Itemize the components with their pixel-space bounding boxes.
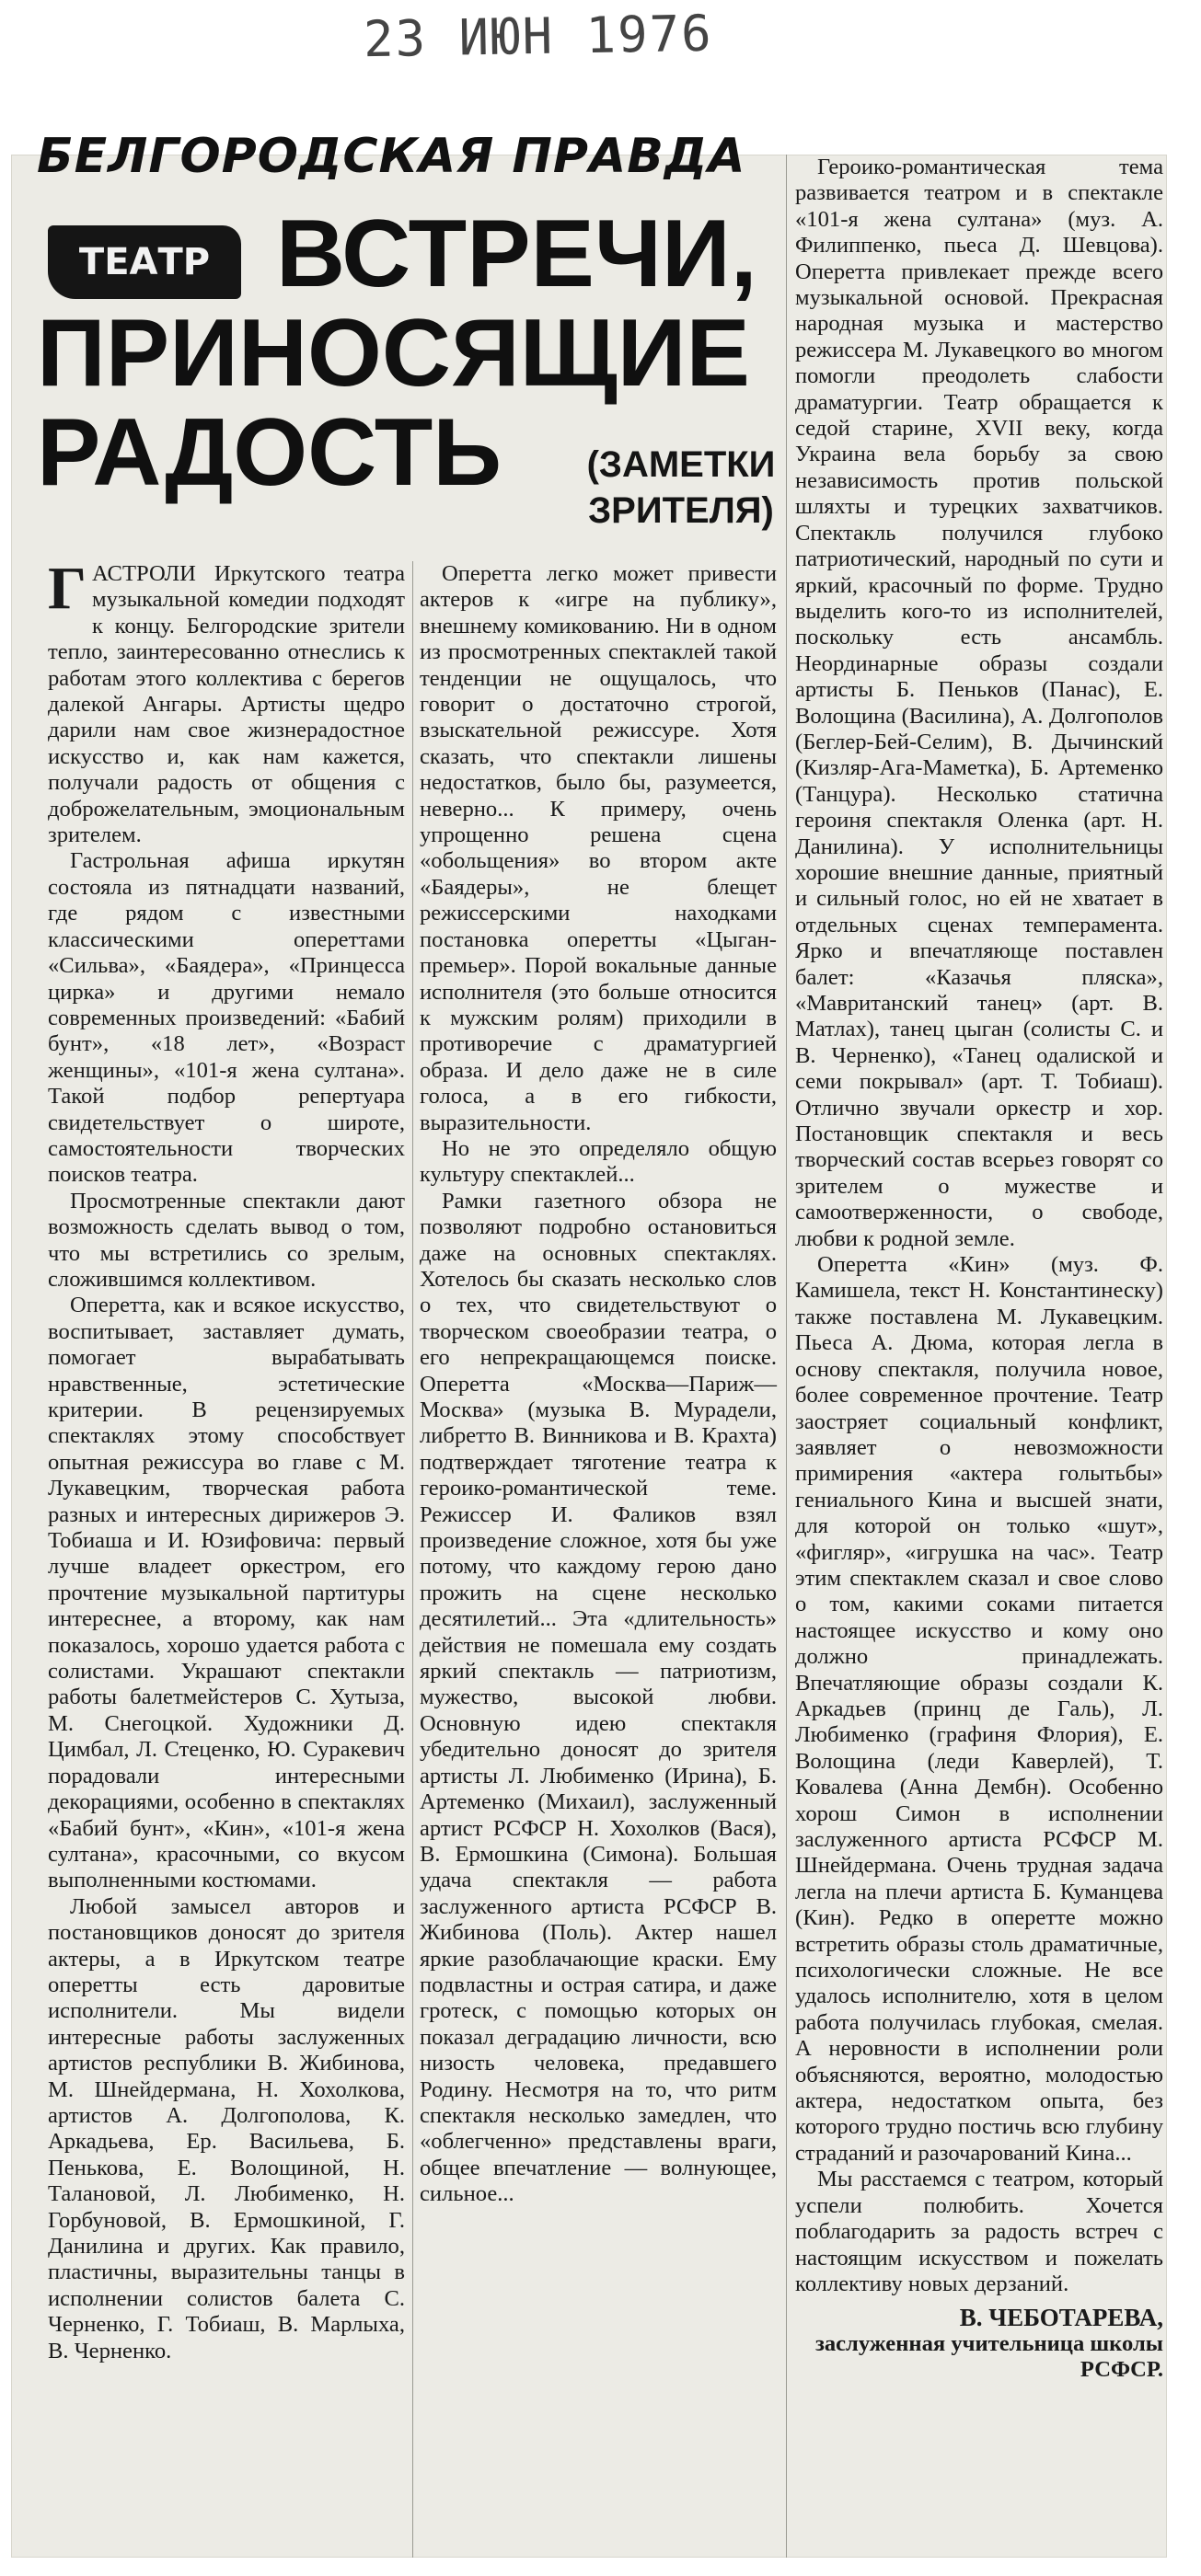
paragraph: Оперетта «Кин» (муз. Ф. Камишела, текст Н. Константинеску) также поставлена М. Лукавецким. Пьеса А. Дюма, которая легла в основу спектакля, получила новое, более современное прочтение. Театр заостряет социальный конфликт, заявляет о невозможности примирения «актера голытьбы» гениального Кина и высшей знати, для которой он только «шут», «фигляр», «игрушка на час». Театр этим спектаклем сказал и свое слово о том, какими соками питается настоящее искусство и кому оно должно принадлежать. Впечатляющие образы создали К. Аркадьев (принц де Галь), Л. Любименко (графиня Флория), Е. Волощина (леди Каверлей), Т. Ковалева (Анна Дембн). Особенно хорош Симон в исполнении заслуженного артиста РСФСР М. Шнейдермана. Очень трудная задача легла на плечи артиста Б. Куманцева (Кин). Редко в оперетте можно встретить образы столь драматичные, психологически сложные. Не все удалось исполнителю, хотя в целом работа получилась глубокая, смелая. А неровности в исполнении роли объясняются, вероятно, молодостью актера, недостатком опыта, без которого трудно постичь всю глубину страданий и разочарований Кина... <box>795 1252 1163 2166</box>
author-name: В. ЧЕБОТАРЕВА, <box>959 2304 1163 2332</box>
lead-paragraph <box>48 555 405 848</box>
drop-cap: Г <box>48 555 87 622</box>
lead-text: АСТРОЛИ Иркутского театра музыкальной комедии подходят к концу. Белгородские зрители тепло, заинтересованно отнеслись к работам этого коллектива с берегов далекой Ангары. Артисты щедро дарили нам свое жизнерадостное искусство и, как нам кажется, получали радость от общения с доброжелательным, эмоциональным зрителем. <box>48 561 405 848</box>
column-rule <box>786 155 787 2558</box>
column-2 <box>420 561 777 2208</box>
paragraph: Любой замысел авторов и постановщиков доносят до зрителя актеры, а в Иркутском театре оперетты есть даровитые исполнители. Мы видели интересные работы заслуженных артистов республики В. Жибинова, М. Шнейдермана, Н. Хохолкова, артистов А. Долгополова, К. Аркадьева, Ер. Васильева, Б. Пенькова, Е. Волощиной, Н. Талановой, Л. Любименко, Н. Горбуновой, В. Ермошкиной, Г. Данилина и других. Как правило, пластичны, выразительны танцы в исполнении солистов балета С. Черненко, Г. Тобиаш, В. Марлыха, В. Черненко. <box>48 1893 405 2363</box>
column-rule <box>412 561 413 2558</box>
date-stamp: 23 ИЮН 1976 <box>363 4 714 69</box>
paragraph: Просмотренные спектакли дают возможность сделать вывод о том, что мы встретились со зрелым, сложившимся коллективом. <box>48 1188 405 1292</box>
title-line-2: ПРИНОСЯЩИЕ <box>37 300 750 407</box>
paragraph: Рамки газетного обзора не позволяют подробно остановиться даже на основных спектаклях. Хотелось бы сказать несколько слов о тех, что свидетельствуют о творческом своеобразии театра, о его непрекращающемся поиске. Оперетта «Москва—Париж—Москва» (музыка В. Мурадели, либретто В. Винникова и В. Крахта) подтверждает тяготение театра к героико-романтической теме. Режиссер И. Фаликов взял произведение сложное, хотя бы уже потому, что каждому герою дано прожить на сцене несколько десятилетий... Эта «длительность» действия не помешала ему создать яркий спектакль — патриотизм, мужество, высокой любви. Основную идею спектакля убедительно доносят до зрителя артисты Л. Любименко (Ирина), Б. Артеменко (Михаил), заслуженный артист РСФСР Н. Хохолков (Вася), В. Ермошкина (Симона). Большая удача спектакля — работа заслуженного артиста РСФСР В. Жибинова (Поль). Актер нашел яркие разоблачающие краски. Ему подвластны и острая сатира, и даже гротеск, с помощью которых он показал деградацию личности, всю низость человека, предавшего Родину. Несмотря на то, что ритм спектакля несколько замедлен, что «облегченно» представлены враги, общее впечатление — волнующее, сильное... <box>420 1188 777 2207</box>
newspaper-name: БЕЛГОРОДСКАЯ ПРАВДА <box>37 129 746 184</box>
column-3 <box>795 155 1163 2384</box>
paragraph: Гастрольная афиша иркутян состояла из пятнадцати названий, где рядом с известными классическими опереттами «Сильва», «Баядера», «Принцесса цирка» и другими немало современных произведений: «Бабий бунт», «18 лет», «Возраст женщины», «101-я жена султана». Такой подбор репертуара свидетельствует о широте, самостоятельности творческих поисков театра. <box>48 848 405 1188</box>
article-subtitle: (ЗАМЕТКИ ЗРИТЕЛЯ) <box>586 444 776 531</box>
column-1 <box>48 555 405 2364</box>
paragraph: Оперетта легко может привести актеров к «игре на публику», внешнему комикованию. Ни в одном из просмотренных спектаклей такой тенденции не ощущалось, что говорит о достаточно строгой, взыскательной режиссуре. Хотя сказать, что спектакли лишены недостатков, было бы, разумеется, неверно... К примеру, очень упрощенно решена сцена «обольщения» во втором акте «Баядеры», не блещет режиссерскими находками постановка оперетты «Цыган-премьер». Порой вокальные данные исполнителя (это больше относится к мужским ролям) приходили в противоречие с драматургией образа. И дело даже не в силе голоса, а в его гибкости, выразительности. <box>420 561 777 1135</box>
title-line-1: ВСТРЕЧИ, <box>276 201 757 307</box>
paragraph: Мы расстаемся с театром, который успели полюбить. Хочется поблагодарить за радость встреч с настоящим искусством и пожелать коллективу новых дерзаний. <box>795 2167 1163 2296</box>
paragraph: Но не это определяло общую культуру спектаклей... <box>420 1135 777 1188</box>
author-role: заслуженная учительница школы РСФСР. <box>814 2330 1163 2383</box>
rubric-badge: ТЕАТР <box>48 225 241 299</box>
paragraph: Героико-романтическая тема развивается театром и в спектакле «101-я жена султана» (муз. А. Филиппенко, пьеса Д. Шевцова). Оперетта привлекает прежде всего музыкальной основой. Прекрасная народная музыка и мастерство режиссера М. Лукавецкого во многом помогли преодолеть слабости драматургии. Театр обращается к седой старине, XVII веку, когда Украина вела борьбу за свою независимость против польской шляхты и турецких захватчиков. Спектакль получился глубоко патриотический, народный по сути и яркий, красочный по форме. Трудно выделить кого-то из исполнителей, поскольку есть ансамбль. Неординарные образы создали артисты Б. Пеньков (Панас), Е. Волощина (Василина), А. Долгополов (Беглер-Бей-Селим), В. Дычинский (Кизляр-Ага-Маметка), Б. Артеменко (Танцура). Несколько статична героиня спектакля Оленка (арт. Н. Данилина). У исполнительницы хорошие внешние данные, приятный и сильный голос, но ей не хватает в отдельных сценах темперамента. Ярко и впечатляюще поставлен балет: «Казачья пляска», «Мавританский танец» (арт. В. Матлах), танец цыган (солисты С. и В. Черненко), «Танец одалиской и семи покрывал» (арт. Т. Тобиаш). Отлично звучали оркестр и хор. Постановщик спектакля и весь творческий состав всерьез говорят со зрителем о мужестве и самоотверженности, о свободе, любви к родной земле. <box>795 155 1163 1251</box>
title-line-3: РАДОСТЬ <box>37 399 502 506</box>
paragraph: Оперетта, как и всякое искусство, воспитывает, заставляет думать, помогает вырабатывать нравственные, эстетические критерии. В рецензируемых спектаклях этому способствует опытная режиссура во главе с М. Лукавецким, творческая работа разных и интересных дирижеров Э. Тобиаша и И. Юзифовича: первый лучше владеет оркестром, его прочтение музыкальной партитуры интереснее, а второму, как нам показалось, хорошо удается работа с солистами. Украшают спектакли работы балетмейстеров С. Хутыза, М. Снегоцкой. Художники Д. Цимбал, Л. Стеценко, Ю. Суракевич порадовали интересными декорациями, особенно в спектаклях «Бабий бунт», «Кин», «101-я жена султана», красочными, со вкусом выполненными костюмами. <box>48 1293 405 1893</box>
